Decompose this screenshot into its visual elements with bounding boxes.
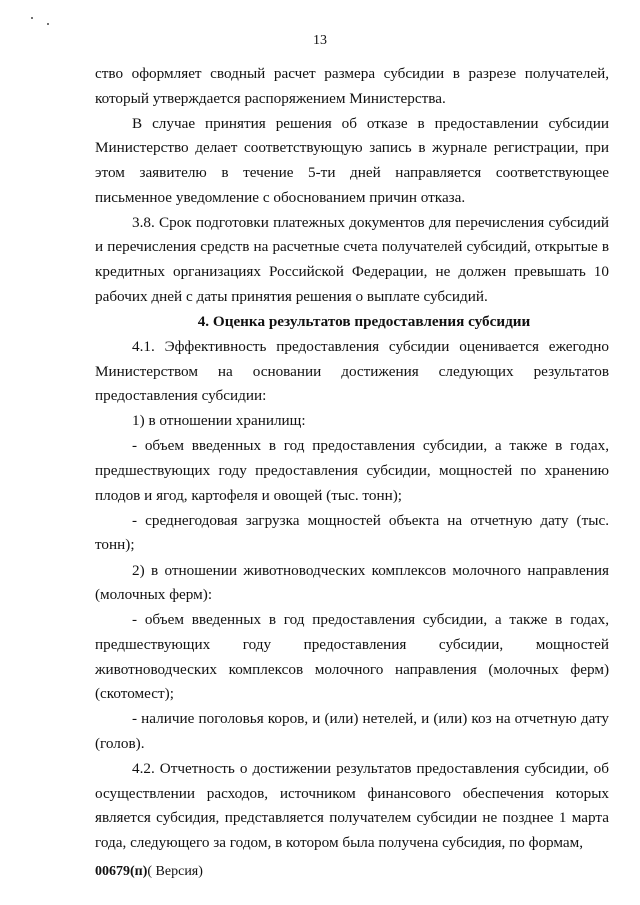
paragraph-3-8: 3.8. Срок подготовки платежных документов для перечисления субсидий и перечисления средств на расчетные счета получателей субсидий, открытые в кредитных организациях Российской Федерации, не должен превышать 10 рабочих дней с даты принятия решения о выплате субсидий.: [95, 213, 609, 305]
paragraph-4-1: 4.1. Эффективность предоставления субсидии оценивается ежегодно Министерством на основании достижения следующих результатов предоставления субсидии:: [95, 337, 609, 405]
document-body: [95, 62, 609, 856]
list-item-storage-load: - среднегодовая загрузка мощностей объекта на отчетную дату (тыс. тонн);: [95, 511, 609, 554]
list-item-storage-volume: - объем введенных в год предоставления субсидии, а также в годах, предшествующих году предоставления субсидии, мощностей по хранению плодов и ягод, картофеля и овощей (тыс. тонн);: [95, 437, 609, 504]
paragraph-refusal: В случае принятия решения об отказе в предоставлении субсидии Министерство делает соответствующую запись в журнале регистрации, при этом заявителю в течение 5-ти дней направляется соответствующее письменное уведомление с обоснованием причин отказа.: [95, 114, 609, 206]
paragraph-continuation: ство оформляет сводный расчет размера субсидии в разрезе получателей, который утверждается распоряжением Министерства.: [95, 65, 609, 107]
list-item-livestock: 2) в отношении животноводческих комплексов молочного направления (молочных ферм):: [95, 561, 609, 604]
document-footer: [95, 864, 203, 880]
paragraph-4-2: 4.2. Отчетность о достижении результатов предоставления субсидии, об осуществлении расходов, источником финансового обеспечения которых является субсидия, представляется получателем субсидии не позднее 1 марта года, следующего за годом, в котором была получена субсидия, по формам,: [95, 760, 609, 851]
document-version: ( Версия): [147, 864, 203, 879]
list-item-livestock-volume: - объем введенных в год предоставления субсидии, а также в годах, предшествующих году предоставления субсидии, мощностей животноводческих комплексов молочного направления (молочных ферм) (скотомест);: [95, 611, 609, 703]
scan-speck: [47, 23, 49, 25]
document-code: 00679(п): [95, 864, 148, 879]
section-heading: 4. Оценка результатов предоставления субсидии: [197, 312, 531, 330]
list-item-livestock-herd: - наличие поголовья коров, и (или) нетелей, и (или) коз на отчетную дату (голов).: [95, 710, 609, 752]
page-number: 13: [313, 33, 327, 48]
list-item-storage: 1) в отношении хранилищ:: [132, 412, 306, 430]
scan-speck: [31, 17, 33, 19]
